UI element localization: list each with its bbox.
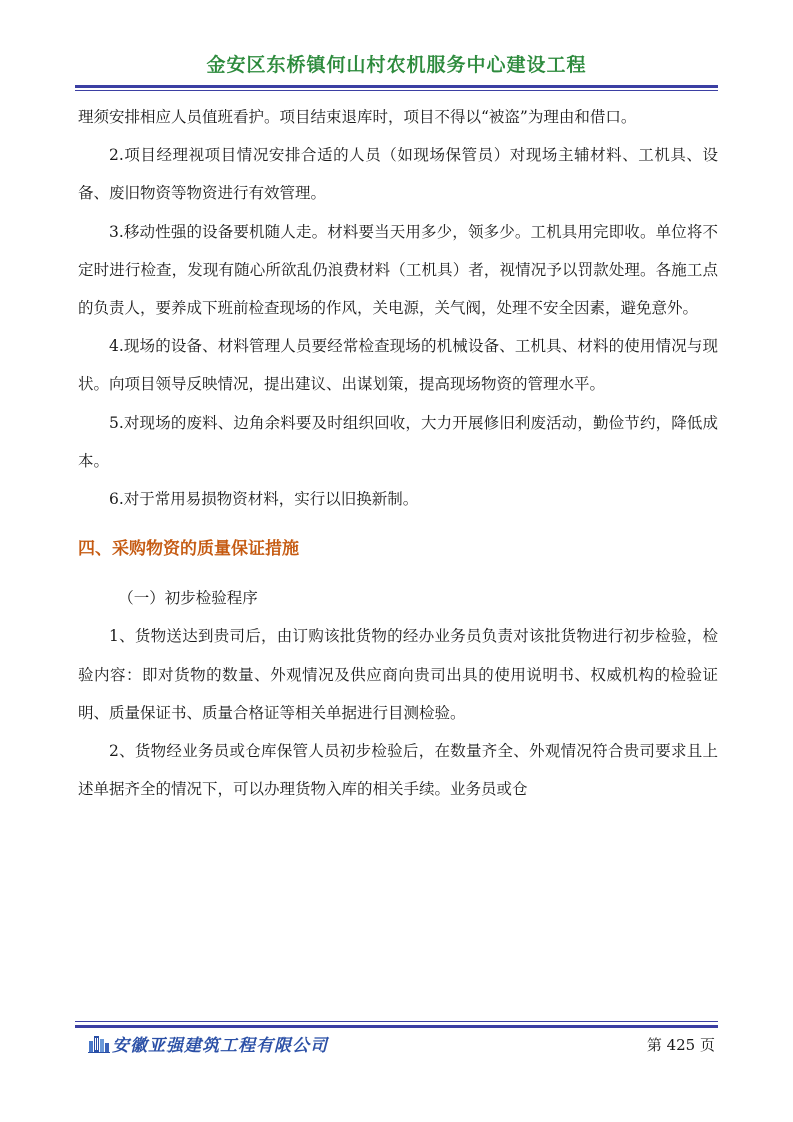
header-rule-thin	[75, 90, 718, 91]
header-title: 金安区东桥镇何山村农机服务中心建设工程	[206, 54, 587, 76]
building-logo-icon	[88, 1033, 110, 1053]
paragraph-item-2: 2.项目经理视项目情况安排合适的人员（如现场保管员）对现场主辅材料、工机具、设备、废旧物资等物资进行有效管理。	[78, 146, 718, 203]
footer-rule-thick	[75, 1025, 718, 1028]
paragraph-item-3: 3.移动性强的设备要机随人走。材料要当天用多少，领多少。工机具用完即收。单位将不定时进行检查，发现有随心所欲乱仍浪费材料（工机具）者，视情况予以罚款处理。各施工点的负责人，要养成下班前检查现场的作风，关电源，关气阀，处理不安全因素，避免意外。	[78, 222, 718, 318]
paragraph-item-6: 6.对于常用易损物资材料，实行以旧换新制。	[109, 490, 419, 509]
footer-rule-thin	[75, 1021, 718, 1022]
paragraph-step-2: 2、货物经业务员或仓库保管人员初步检验后，在数量齐全、外观情况符合贵司要求且上述单据齐全的情况下，可以办理货物入库的相关手续。业务员或仓	[78, 742, 718, 799]
footer-company: 安徽亚强建筑工程有限公司	[112, 1036, 328, 1056]
paragraph-item-4: 4.现场的设备、材料管理人员要经常检查现场的机械设备、工机具、材料的使用情况与现状。向项目领导反映情况，提出建议、出谋划策，提高现场物资的管理水平。	[78, 337, 718, 394]
paragraph-item-5: 5.对现场的废料、边角余料要及时组织回收，大力开展修旧利废活动，勤俭节约，降低成本。	[78, 413, 718, 470]
section-heading: 四、采购物资的质量保证措施	[78, 539, 299, 560]
paragraph-step-1: 1、货物送达到贵司后，由订购该批货物的经办业务员负责对该批货物进行初步检验，检验内容：即对货物的数量、外观情况及供应商向贵司出具的使用说明书、权威机构的检验证明、质量保证书、质量合格证等相关单据进行目测检验。	[78, 627, 718, 722]
paragraph-continuation: 理须安排相应人员值班看护。项目结束退库时，项目不得以“被盗”为理由和借口。	[78, 108, 637, 126]
document-body	[78, 98, 718, 808]
page-number: 第 425 页	[646, 1036, 715, 1054]
subheading: （一）初步检验程序	[118, 589, 258, 608]
header-rule-thick	[75, 85, 718, 88]
